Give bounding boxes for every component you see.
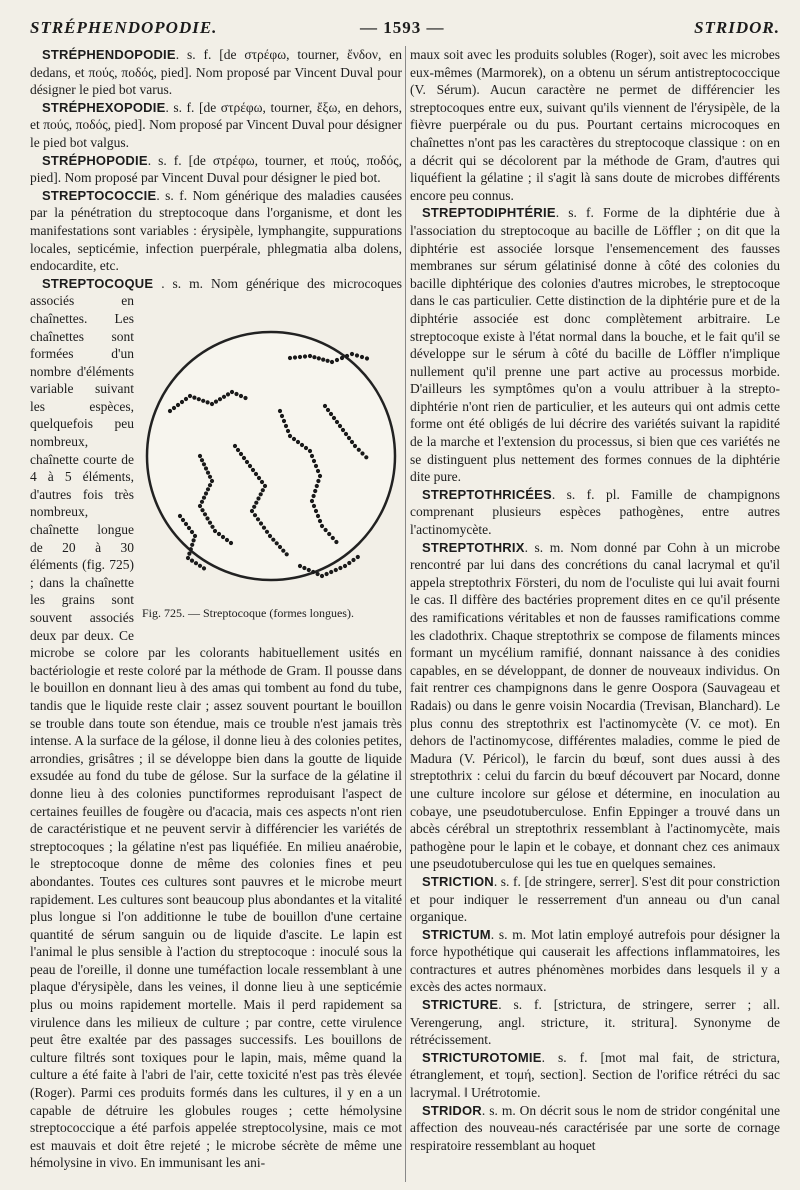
entry-text: . s. f. [strictura, de stringere, serrer ; all. Verengerung, angl. stricture, it. stritura]. Synonyme de rétrécissement.	[410, 997, 780, 1048]
coccus-dot	[271, 538, 275, 542]
coccus-dot	[347, 436, 351, 440]
coccus-dot	[190, 530, 194, 534]
entry	[410, 873, 780, 926]
coccus-dot	[259, 522, 263, 526]
coccus-dot	[308, 354, 312, 358]
coccus-dot	[206, 401, 210, 405]
coccus-dot	[239, 394, 243, 398]
coccus-dot	[200, 458, 204, 462]
coccus-dot	[356, 555, 360, 559]
coccus-dot	[316, 514, 320, 518]
coccus-dot	[314, 464, 318, 468]
coccus-dot	[341, 428, 345, 432]
entry-text: maux soit avec les produits solubles (Roger), soit avec les microbes eux-mêmes (Marmorek), on a obtenu un sérum antistreptococcique (V. Sérum). Aucun caractère ne permet de différencier les streptocoques entre eux, suivant qu'ils viennent de l'érysipèle, de la fièvre puerpérale ou du pus. Pourtant certains microcoques en chaînettes n'ont pas les caractères du streptocoque classique : on en a décrit qui se décolorent par la méthode de Gram, d'autres qui liquéfient la gélatine ; il s'agit là sans doute de microbes différents encore peu connus.	[410, 47, 780, 203]
coccus-dot	[324, 528, 328, 532]
coccus-dot	[252, 505, 256, 509]
coccus-dot	[323, 404, 327, 408]
coccus-dot	[193, 534, 197, 538]
coccus-dot	[318, 519, 322, 523]
coccus-dot	[256, 497, 260, 501]
coccus-dot	[168, 409, 172, 413]
coccus-dot	[206, 471, 210, 475]
coccus-dot	[360, 452, 364, 456]
coccus-dot	[313, 489, 317, 493]
coccus-dot	[204, 467, 208, 471]
header-left-term: STRÉPHENDOPODIE.	[30, 18, 218, 37]
coccus-dot	[335, 420, 339, 424]
coccus-dot	[331, 536, 335, 540]
coccus-dot	[234, 392, 238, 396]
coccus-dot	[302, 566, 306, 570]
entry-text: . s. f. pl. Famille de champignons comprenant plusieurs espèces pathogènes, entre autres l'actinomycète.	[410, 486, 780, 538]
entry-text: . s. f. [de stringere, serrer]. S'est dit pour constriction et pour indiquer le resserrement d'un anneau ou d'un canal organique.	[410, 873, 780, 925]
coccus-dot	[226, 393, 230, 397]
coccus-dot	[326, 359, 330, 363]
entry-text: . s. f. Nom générique des maladies causées par la pénétration du streptocoque dans l'organisme, et dont les manifestations sont variables : érysipèle, lymphangite, suppurations locales, septicémie, infection puerpérale, phlegmatia alba dolens, endocardite, etc.	[30, 187, 402, 274]
coccus-dot	[245, 460, 249, 464]
coccus-dot	[200, 508, 204, 512]
coccus-dot	[253, 513, 257, 517]
coccus-dot	[350, 352, 354, 356]
coccus-dot	[180, 400, 184, 404]
coccus-dot	[184, 397, 188, 401]
coccus-dot	[326, 408, 330, 412]
coccus-dot	[292, 437, 296, 441]
entry	[30, 46, 402, 99]
coccus-dot	[208, 521, 212, 525]
coccus-dot	[242, 456, 246, 460]
coccus-dot	[318, 474, 322, 478]
coccus-dot	[261, 488, 265, 492]
entry-headword: STRÉPHOPODIE	[42, 152, 148, 168]
coccus-dot	[257, 476, 261, 480]
coccus-dot	[210, 525, 214, 529]
entry	[410, 1102, 780, 1155]
coccus-dot	[208, 475, 212, 479]
coccus-dot	[320, 524, 324, 528]
entry	[410, 46, 780, 204]
coccus-dot	[178, 514, 182, 518]
coccus-dot	[218, 397, 222, 401]
coccus-dot	[197, 397, 201, 401]
coccus-dot	[192, 396, 196, 400]
coccus-dot	[338, 566, 342, 570]
coccus-dot	[280, 414, 284, 418]
coccus-dot	[278, 409, 282, 413]
entry-text: . s. f. [de στρέφω, tourner, et πούς, ποδός, pied]. Nom proposé par Vincent Duval pour désigner le pied bot.	[30, 152, 402, 186]
coccus-dot	[353, 444, 357, 448]
entry-headword: STREPTOCOCCIE	[42, 187, 157, 203]
entry-headword: STRIDOR	[422, 1102, 482, 1118]
coccus-dot	[329, 570, 333, 574]
coccus-dot	[203, 513, 207, 517]
coccus-dot	[327, 532, 331, 536]
coccus-dot	[312, 494, 316, 498]
coccus-dot	[214, 400, 218, 404]
coccus-dot	[229, 541, 233, 545]
coccus-dot	[365, 357, 369, 361]
coccus-dot	[259, 493, 263, 497]
coccus-dot	[282, 419, 286, 423]
entry-text: . s. m. Nom générique des microcoques associés en chaînettes. Les chaînettes sont formées d'un nombre d'éléments variable suivant les espèces, quelquefois peu nombreux, chaînette courte de 4 à 5 éléments, d'autres fois très nombreux, chaînette longue de 20 à 30 éléments (fig. 725) ; dans la chaînette les grains sont souvent associés deux par deux. Ce microbe se colore par les colorants habituellement usités en bactériologie et reste coloré par la méthode de Gram. Il pousse dans le bouillon en donnant lieu à des amas qui tombent au fond du tube, tandis que le liquide reste clair ; assez souvent pourtant le bouillon se trouble dans toute son étendue, mais ce trouble n'est jamais très intense. A la surface de la gélose, il donne lieu à des colonies petites, arrondies, grisâtres ; il se développe bien dans la goutte de liquide exsudée au fond du tube de gélose. Sur la surface de la gélatine il donne lieu à des colonies punctiformes reproduisant l'aspect de certaines feuilles de fougère ou d'acacia, mais ces aspects n'ont rien de caractéristique et ne peuvent servir à différencier les variétés de streptocoques ; la gélatine n'est pas liquéfiée. En milieu anaérobie, le streptocoque donne de même des colonies fines et peu abondantes. Toutes ces cultures sont pauvres et le microbe meurt rapidement. Les cultures sont beaucoup plus abondantes et la vitalité plus longue si l'on additionne le tube de bouillon d'une certaine quantité de sérum sanguin ou de liquide d'ascite. Le lapin est l'animal le plus sensible à l'action du streptocoque : inoculé sous la peau de l'oreille, il donne une tuméfaction locale ressemblant à une plaque d'érysipèle, dans les veines, il donne lieu à une septicémie plus ou moins rapidement mortelle. Mais il perd rapidement sa virulence dans les milieux de culture ; par contre, cette virulence peut être exaltée par des passages successifs. Les bouillons de culture filtrés sont toxiques pour le lapin, mais, même quand la culture a été faite à l'abri de l'air, cette toxicité n'est pas très élevée (Roger). Parmi ces produits formés dans les cultures, il y en a un capable de détruire les globules rouges ; cette hémolysine streptococcique a été parfois appelée streptocolysine, mais ce mot est mauvais et doit être rejeté ; le microbe sécrète de même une hémolysine in vivo. En immunisant les ani-	[30, 275, 402, 1171]
coccus-dot	[225, 538, 229, 542]
coccus-dot	[186, 556, 190, 560]
coccus-dot	[278, 545, 282, 549]
coccus-dot	[243, 396, 247, 400]
coccus-dot	[198, 454, 202, 458]
coccus-dot	[190, 559, 194, 563]
coccus-dot	[311, 570, 315, 574]
entry	[410, 996, 780, 1049]
figure-725	[140, 296, 402, 628]
coccus-dot	[204, 492, 208, 496]
coccus-dot	[317, 357, 321, 361]
coccus-dot	[314, 509, 318, 513]
coccus-dot	[296, 440, 300, 444]
coccus-dot	[176, 403, 180, 407]
coccus-dot	[208, 483, 212, 487]
coccus-dot	[217, 532, 221, 536]
coccus-dot	[312, 459, 316, 463]
coccus-dot	[181, 518, 185, 522]
coccus-dot	[304, 446, 308, 450]
entry-headword: STRICTURE	[422, 997, 499, 1013]
coccus-dot	[202, 567, 206, 571]
coccus-dot	[360, 355, 364, 359]
coccus-dot	[303, 355, 307, 359]
coccus-dot	[262, 526, 266, 530]
entry-headword: STREPTOTHRIX	[422, 539, 525, 555]
entry-text: . s. f. [mot mal fait, de strictura, étranglement, et τομή, section]. Section de l'orifice rétréci du sac lacrymal. ‖ Urétrotomie.	[410, 1049, 780, 1101]
coccus-dot	[330, 360, 334, 364]
coccus-dot	[254, 472, 258, 476]
coccus-dot	[248, 464, 252, 468]
coccus-dot	[321, 358, 325, 362]
coccus-dot	[332, 416, 336, 420]
entry-text: . s. m. Nom donné par Cohn à un microbe rencontré par lui dans des concrétions du canal lacrymal et qu'il appela streptothrix Försteri, du nom de l'oculiste qui lui avait fourni le cas. Il diffère des bactéries proprement dites en ce qu'il présente des ramifications véritables et non de fausses ramifications comme les cladothrix. Chaque streptothrix se compose de filaments minces formant un mycélium ramifié, donnant naissance à des conidies capables, en se développant, de donner de nouveaux individus. On fait rentrer ces champignons dans le genre Oospora (Sauvageau et Radais) ou dans le genre voisin Nocardia (Trevisan, Blanchard). Le plus connu des streptothrix est l'actinomycète (V. ce mot). En dehors de l'actinomycose, différentes maladies, comme le pied de Madura (V. Péricol), le farcin du bœuf, sont dues aussi à des streptothrix : celui du farcin du bœuf découvert par Nocard, donne une culture incolore sur gélose et détermine, en inoculation au cobaye, une pseudotuberculose. Enfin Eppinger a trouvé dans un abcès cérébral un streptothrix ressemblant à l'actinomycète, mais pathogène pour le lapin et le cobaye, et donnant chez ces animaux une pseudotuberculose qui les tue en quelques semaines.	[410, 539, 780, 872]
coccus-dot	[344, 432, 348, 436]
coccus-dot	[350, 440, 354, 444]
coccus-dot	[268, 534, 272, 538]
coccus-dot	[355, 354, 359, 358]
entry-headword: STREPTOCOQUE	[42, 275, 154, 291]
left-column	[30, 46, 402, 1182]
coccus-dot	[307, 568, 311, 572]
entry	[410, 1049, 780, 1102]
coccus-dot	[325, 572, 329, 576]
entry-headword: STRÉPHEXOPODIE	[42, 99, 166, 115]
coccus-dot	[194, 561, 198, 565]
entry	[30, 99, 402, 152]
coccus-dot	[221, 535, 225, 539]
coccus-dot	[343, 564, 347, 568]
entry	[30, 187, 402, 275]
coccus-dot	[347, 561, 351, 565]
entry-text: . s. f. Forme de la diphtérie due à l'association du streptocoque au bacille de Löffler ; on dit que la diphtérie est associée lorsque l'ensemencement des fausses membranes sur sérum gélatinisé donne à côté des colonies du bacille diphtérique des colonies d'autres microbes, le streptocoque dans le cas particulier. Cette distinction de la diphtérie pure et de la diphtérie associée est donc complètement arbitraire. Le streptocoque existe à l'état normal dans la bouche, et le fait qu'il se développe sur le sérum à côté du bacille de Löffler n'implique nullement qu'il prenne une part active au processus morbide. D'ailleurs les symptômes qu'on a voulu attribuer à la strepto-diphtérie n'ont rien de particulier, et les auteurs qui ont admis cette forme ont été obligés de lui décrire des variétés suivant la rapidité de la marche et l'extension du processus, si bien que ces variétés ne se distinguent plus nettement des formes connues de la diphtérie dite pure.	[410, 205, 780, 485]
coccus-dot	[202, 496, 206, 500]
coccus-dot	[222, 395, 226, 399]
coccus-dot	[205, 517, 209, 521]
entry-headword: STRICTION	[422, 873, 494, 889]
coccus-dot	[187, 526, 191, 530]
coccus-dot	[189, 547, 193, 551]
coccus-dot	[340, 356, 344, 360]
coccus-dot	[213, 529, 217, 533]
coccus-dot	[206, 488, 210, 492]
coccus-dot	[298, 564, 302, 568]
coccus-dot	[335, 358, 339, 362]
coccus-dot	[300, 443, 304, 447]
coccus-dot	[172, 406, 176, 410]
entry-headword: STRICTUROTOMIE	[422, 1049, 542, 1065]
entry-text: . s. m. On décrit sous le nom de stridor congénital une affection des nouveau-nés caractérisée par une sorte de cornage respiratoire ressemblant au hoquet	[410, 1102, 780, 1153]
entry	[410, 926, 780, 996]
coccus-dot	[316, 572, 320, 576]
right-column	[410, 46, 780, 1182]
coccus-dot	[310, 499, 314, 503]
entry	[410, 486, 780, 539]
coccus-dot	[239, 452, 243, 456]
coccus-dot	[263, 484, 267, 488]
coccus-dot	[210, 479, 214, 483]
coccus-dot	[320, 574, 324, 578]
microscope-field-illustration	[140, 296, 402, 601]
coccus-dot	[236, 448, 240, 452]
running-header	[30, 18, 780, 42]
coccus-dot	[260, 480, 264, 484]
coccus-dot	[254, 501, 258, 505]
figure-caption: Fig. 725. — Streptocoque (formes longues).	[142, 606, 354, 621]
entry	[410, 204, 780, 486]
coccus-dot	[198, 564, 202, 568]
coccus-dot	[316, 469, 320, 473]
entry-headword: STREPTODIPHTÉRIE	[422, 205, 556, 221]
entry	[30, 152, 402, 187]
coccus-dot	[345, 354, 349, 358]
coccus-dot	[265, 530, 269, 534]
coccus-dot	[281, 549, 285, 553]
coccus-dot	[338, 424, 342, 428]
coccus-dot	[298, 355, 302, 359]
coccus-dot	[251, 468, 255, 472]
entry-text: . s. m. Mot latin employé autrefois pour désigner la force hypothétique qui causerait les affections inflammatoires, les contractures et autres phénomènes morbides dans lesquels il y a excès des actes normaux.	[410, 926, 780, 995]
page-number: — 1593 —	[360, 18, 445, 37]
entry	[410, 539, 780, 873]
coccus-dot	[315, 484, 319, 488]
coccus-dot	[334, 568, 338, 572]
coccus-dot	[312, 504, 316, 508]
coccus-dot	[286, 429, 290, 433]
coccus-dot	[312, 355, 316, 359]
column-divider	[405, 46, 406, 1182]
coccus-dot	[192, 539, 196, 543]
entry-headword: STRÉPHENDOPODIE	[42, 47, 176, 62]
coccus-dot	[357, 448, 361, 452]
coccus-dot	[250, 509, 254, 513]
coccus-dot	[190, 543, 194, 547]
coccus-dot	[187, 552, 191, 556]
coccus-dot	[293, 356, 297, 360]
coccus-dot	[198, 504, 202, 508]
coccus-dot	[188, 394, 192, 398]
entry	[30, 275, 402, 1172]
entry-headword: STREPTOTHRICÉES	[422, 486, 552, 502]
coccus-dot	[310, 454, 314, 458]
coccus-dot	[202, 463, 206, 467]
coccus-dot	[201, 399, 205, 403]
coccus-dot	[233, 444, 237, 448]
coccus-dot	[210, 402, 214, 406]
coccus-dot	[364, 456, 368, 460]
coccus-dot	[285, 553, 289, 557]
coccus-dot	[288, 434, 292, 438]
entry-headword: STRICTUM	[422, 926, 491, 942]
coccus-dot	[284, 424, 288, 428]
coccus-dot	[275, 542, 279, 546]
coccus-dot	[288, 356, 292, 360]
coccus-dot	[351, 558, 355, 562]
coccus-dot	[329, 412, 333, 416]
header-right-term: STRIDOR.	[694, 18, 780, 37]
coccus-dot	[316, 479, 320, 483]
coccus-dot	[230, 390, 234, 394]
coccus-dot	[256, 518, 260, 522]
coccus-dot	[334, 540, 338, 544]
coccus-dot	[308, 449, 312, 453]
entry-text: . s. f. [de στρέφω, tourner, ἔξω, en dehors, et πούς, ποδός, pied]. Nom proposé par Vincent Duval pour désigner le pied bot valgus.	[30, 99, 402, 150]
coccus-dot	[200, 500, 204, 504]
coccus-dot	[184, 522, 188, 526]
entry-text: . s. f. [de στρέφω, tourner, ἔνδον, en dedans, et πούς, ποδός, pied]. Nom proposé par Vincent Duval pour désigner le pied bot varus.	[30, 47, 402, 98]
